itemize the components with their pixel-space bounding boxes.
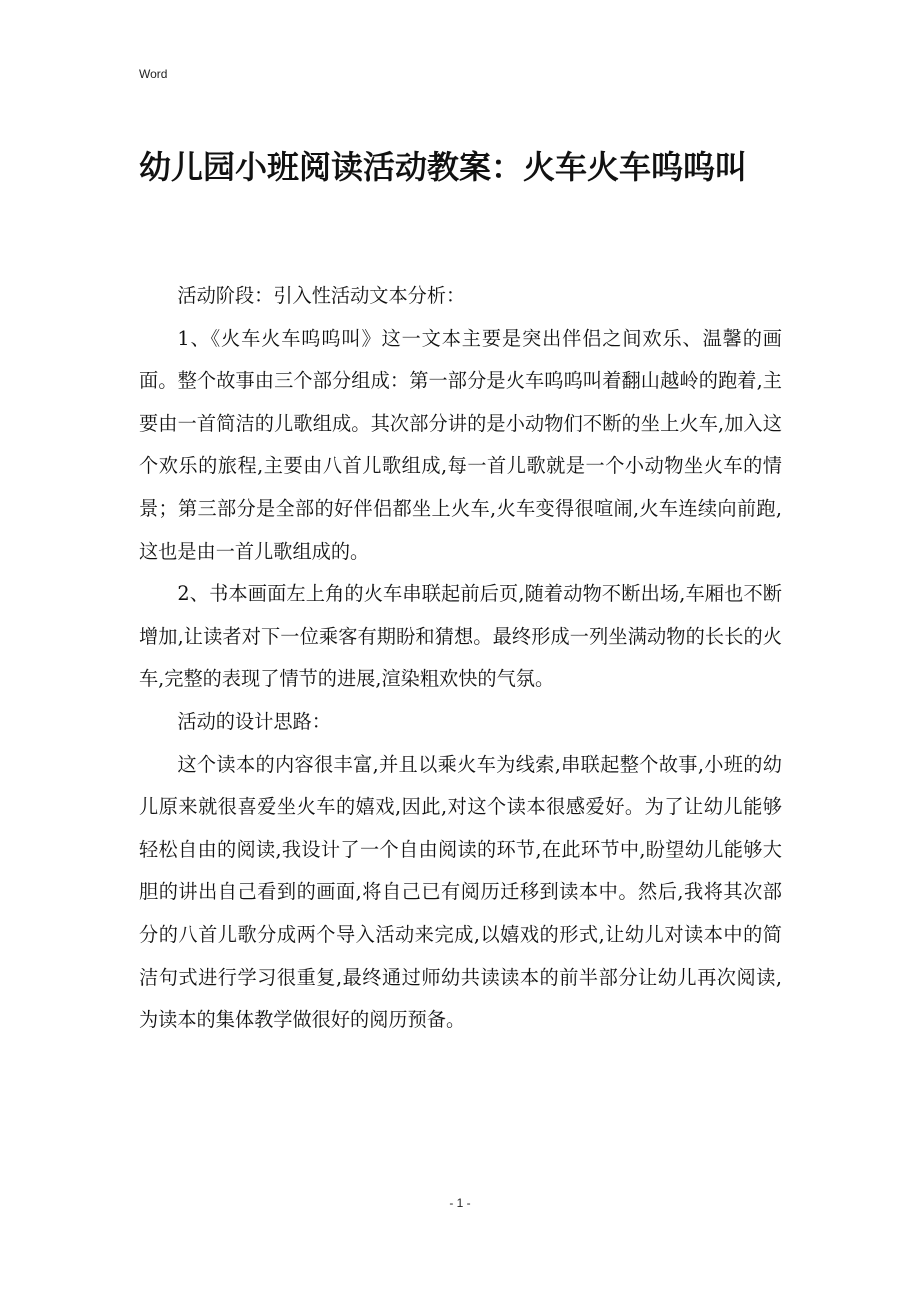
paragraph-design-description: 这个读本的内容很丰富,并且以乘火车为线索,串联起整个故事,小班的幼儿原来就很喜爱坐火车的嬉戏,因此,对这个读本很感爱好。为了让幼儿能够轻松自由的阅读,我设计了一个自由阅读的环节,在此环节中,盼望幼儿能够大胆的讲出自己看到的画面,将自己已有阅历迁移到读本中。然后,我将其次部分的八首儿歌分成两个导入活动来完成,以嬉戏的形式,让幼儿对读本中的简洁句式进行学习很重复,最终通过师幼共读读本的前半部分让幼儿再次阅读,为读本的集体教学做很好的阅历预备。 [139,752,782,1032]
paragraph-design-heading: 活动的设计思路： [177,709,331,733]
document-title: 幼儿园小班阅读活动教案：火车火车呜呜叫 [139,148,748,186]
paragraph-text-analysis-1: 1、《火车火车呜呜叫》这一文本主要是突出伴侣之间欢乐、温馨的画面。整个故事由三个部分组成：第一部分是火车呜呜叫着翻山越岭的跑着,主要由一首简洁的儿歌组成。其次部分讲的是小动物们不断的坐上火车,加入这个欢乐的旅程,主要由八首儿歌组成,每一首儿歌就是一个小动物坐火车的情景；第三部分是全部的好伴侣都坐上火车,火车变得很喧闹,火车连续向前跑,这也是由一首儿歌组成的。 [139,326,782,563]
header-label: Word [139,67,168,81]
paragraph-activity-stage: 活动阶段：引入性活动文本分析： [177,284,466,307]
paragraph-text-analysis-2: 2、书本画面左上角的火车串联起前后页,随着动物不断出场,车厢也不断增加,让读者对下一位乘客有期盼和猜想。最终形成一列坐满动物的长长的火车,完整的表现了情节的进展,渲染粗欢快的气氛。 [139,582,782,691]
document-body [139,275,782,1042]
page-number: - 1 - [449,1196,471,1210]
